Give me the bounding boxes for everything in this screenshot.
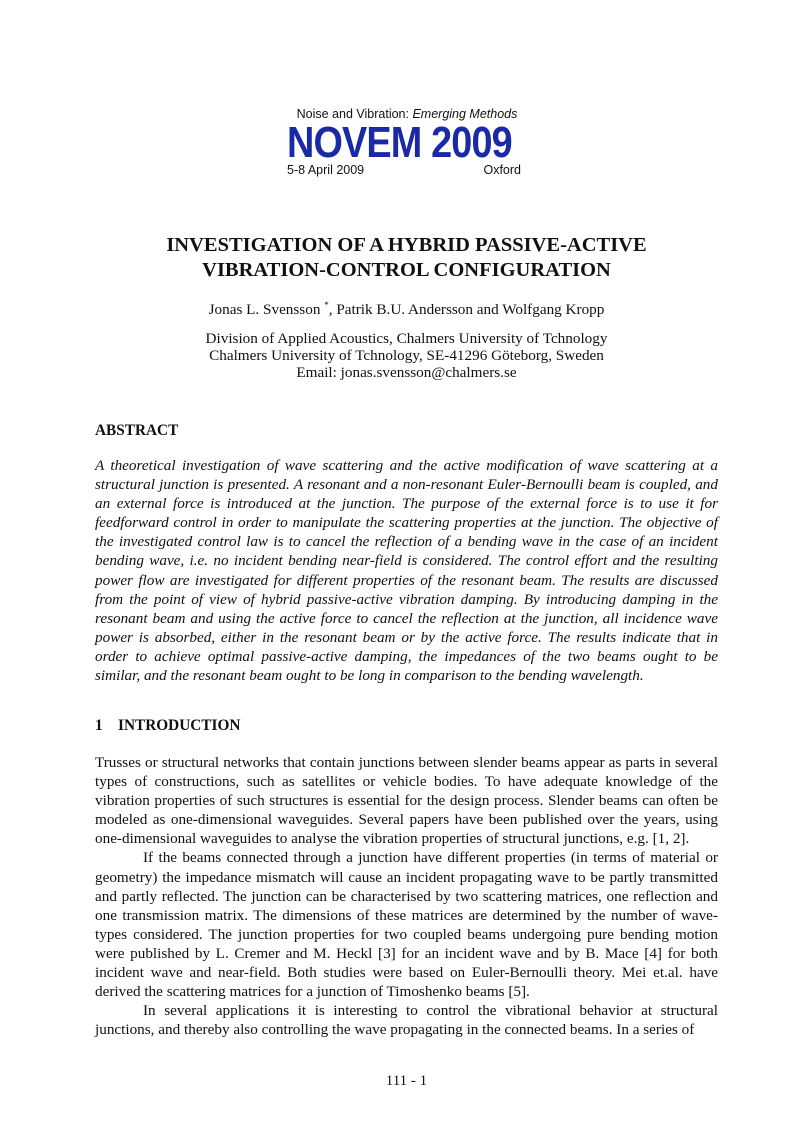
abstract-heading: ABSTRACT	[95, 422, 179, 439]
author-others: , Patrik B.U. Andersson and Wolfgang Kropp	[328, 301, 605, 319]
title-line-1: INVESTIGATION OF A HYBRID PASSIVE-ACTIVE	[166, 234, 647, 256]
affiliation-line-2: Chalmers University of Tchnology, SE-41296 Göteborg, Sweden	[209, 347, 604, 364]
affiliation-line-1: Division of Applied Acoustics, Chalmers University of Tchnology	[205, 330, 608, 347]
introduction-heading	[95, 717, 240, 735]
paper-title	[95, 233, 718, 283]
conference-location: Oxford	[483, 163, 521, 177]
page-number: 111 - 1	[385, 1073, 428, 1089]
conference-logo: NOVEM 2009	[287, 118, 512, 167]
section-title: INTRODUCTION	[118, 717, 241, 734]
conference-dates: 5-8 April 2009	[287, 163, 365, 177]
title-line-2: VIBRATION-CONTROL CONFIGURATION	[202, 259, 611, 281]
author-email: Email: jonas.svensson@chalmers.se	[296, 364, 517, 381]
author-first: Jonas L. Svensson	[208, 301, 321, 319]
abstract-text: A theoretical investigation of wave scattering and the active modification of wave scattering at a structural junction is presented. A resonant and a non-resonant Euler-Bernoulli beam is coupled, and an external force is introduced at the junction. The purpose of the external force is to use it for feedforward control in order to manipulate the scattering properties at the junction. The objective of the investigated control law is to cancel the reflection of a bending wave in the case of an incident bending wave, i.e. no incident bending near-field is considered. The control effort and the resulting power flow are investigated for different properties of the resonant beam. The results are discussed from the point of view of hybrid passive-active vibration damping. By introducing damping in the resonant beam and using the active force to cancel the reflection at the junction, all incidence wave power is absorbed, either in the resonant beam or by the active force. The results indicate that in order to achieve optimal passive-active damping, the impedances of the two beams ought to be similar, and the resonant beam ought to be long in comparison to the bending wavelength.	[95, 457, 718, 685]
series-prefix: Noise and Vibration:	[296, 107, 413, 121]
paragraph: In several applications it is interesting to control the vibrational behavior at structural junctions, and thereby also controlling the wave propagating in the connected beams. In a series of	[95, 1002, 718, 1039]
paragraph: If the beams connected through a junction have different properties (in terms of material or geometry) the impedance mismatch will cause an incident propagating wave to be partly transmitted and partly reflected. The junction can be characterised by two scattering matrices, one reflection and one transmission matrix. The dimensions of these matrices are determined by the number of wave-types considered. The junction properties for two coupled beams undergoing pure bending motion were published by L. Cremer and M. Heckl [3] for an incident wave and by B. Mace [4] for both incident wave and near-field. Both studies were based on Euler-Bernoulli theory. Mei et.al. have derived the scattering matrices for a junction of Timoshenko beams [5].	[95, 849, 718, 1001]
affiliation	[95, 330, 718, 381]
paragraph: Trusses or structural networks that contain junctions between slender beams appear as parts in several types of constructions, such as satellites or vehicle bodies. To have adequate knowledge of the vibration properties of such structures is essential for the design process. Slender beams can often be modeled as one-dimensional waveguides. Several papers have been published over the years, using one-dimensional waveguides to analyse the vibration properties of structural junctions, e.g. [1, 2].	[95, 754, 718, 848]
corresponding-author-mark: *	[324, 300, 329, 310]
introduction-body	[95, 753, 718, 1039]
section-number: 1	[95, 717, 103, 734]
series-emphasis: Emerging Methods	[412, 107, 518, 121]
conference-header	[287, 106, 527, 177]
author-list	[95, 296, 718, 319]
